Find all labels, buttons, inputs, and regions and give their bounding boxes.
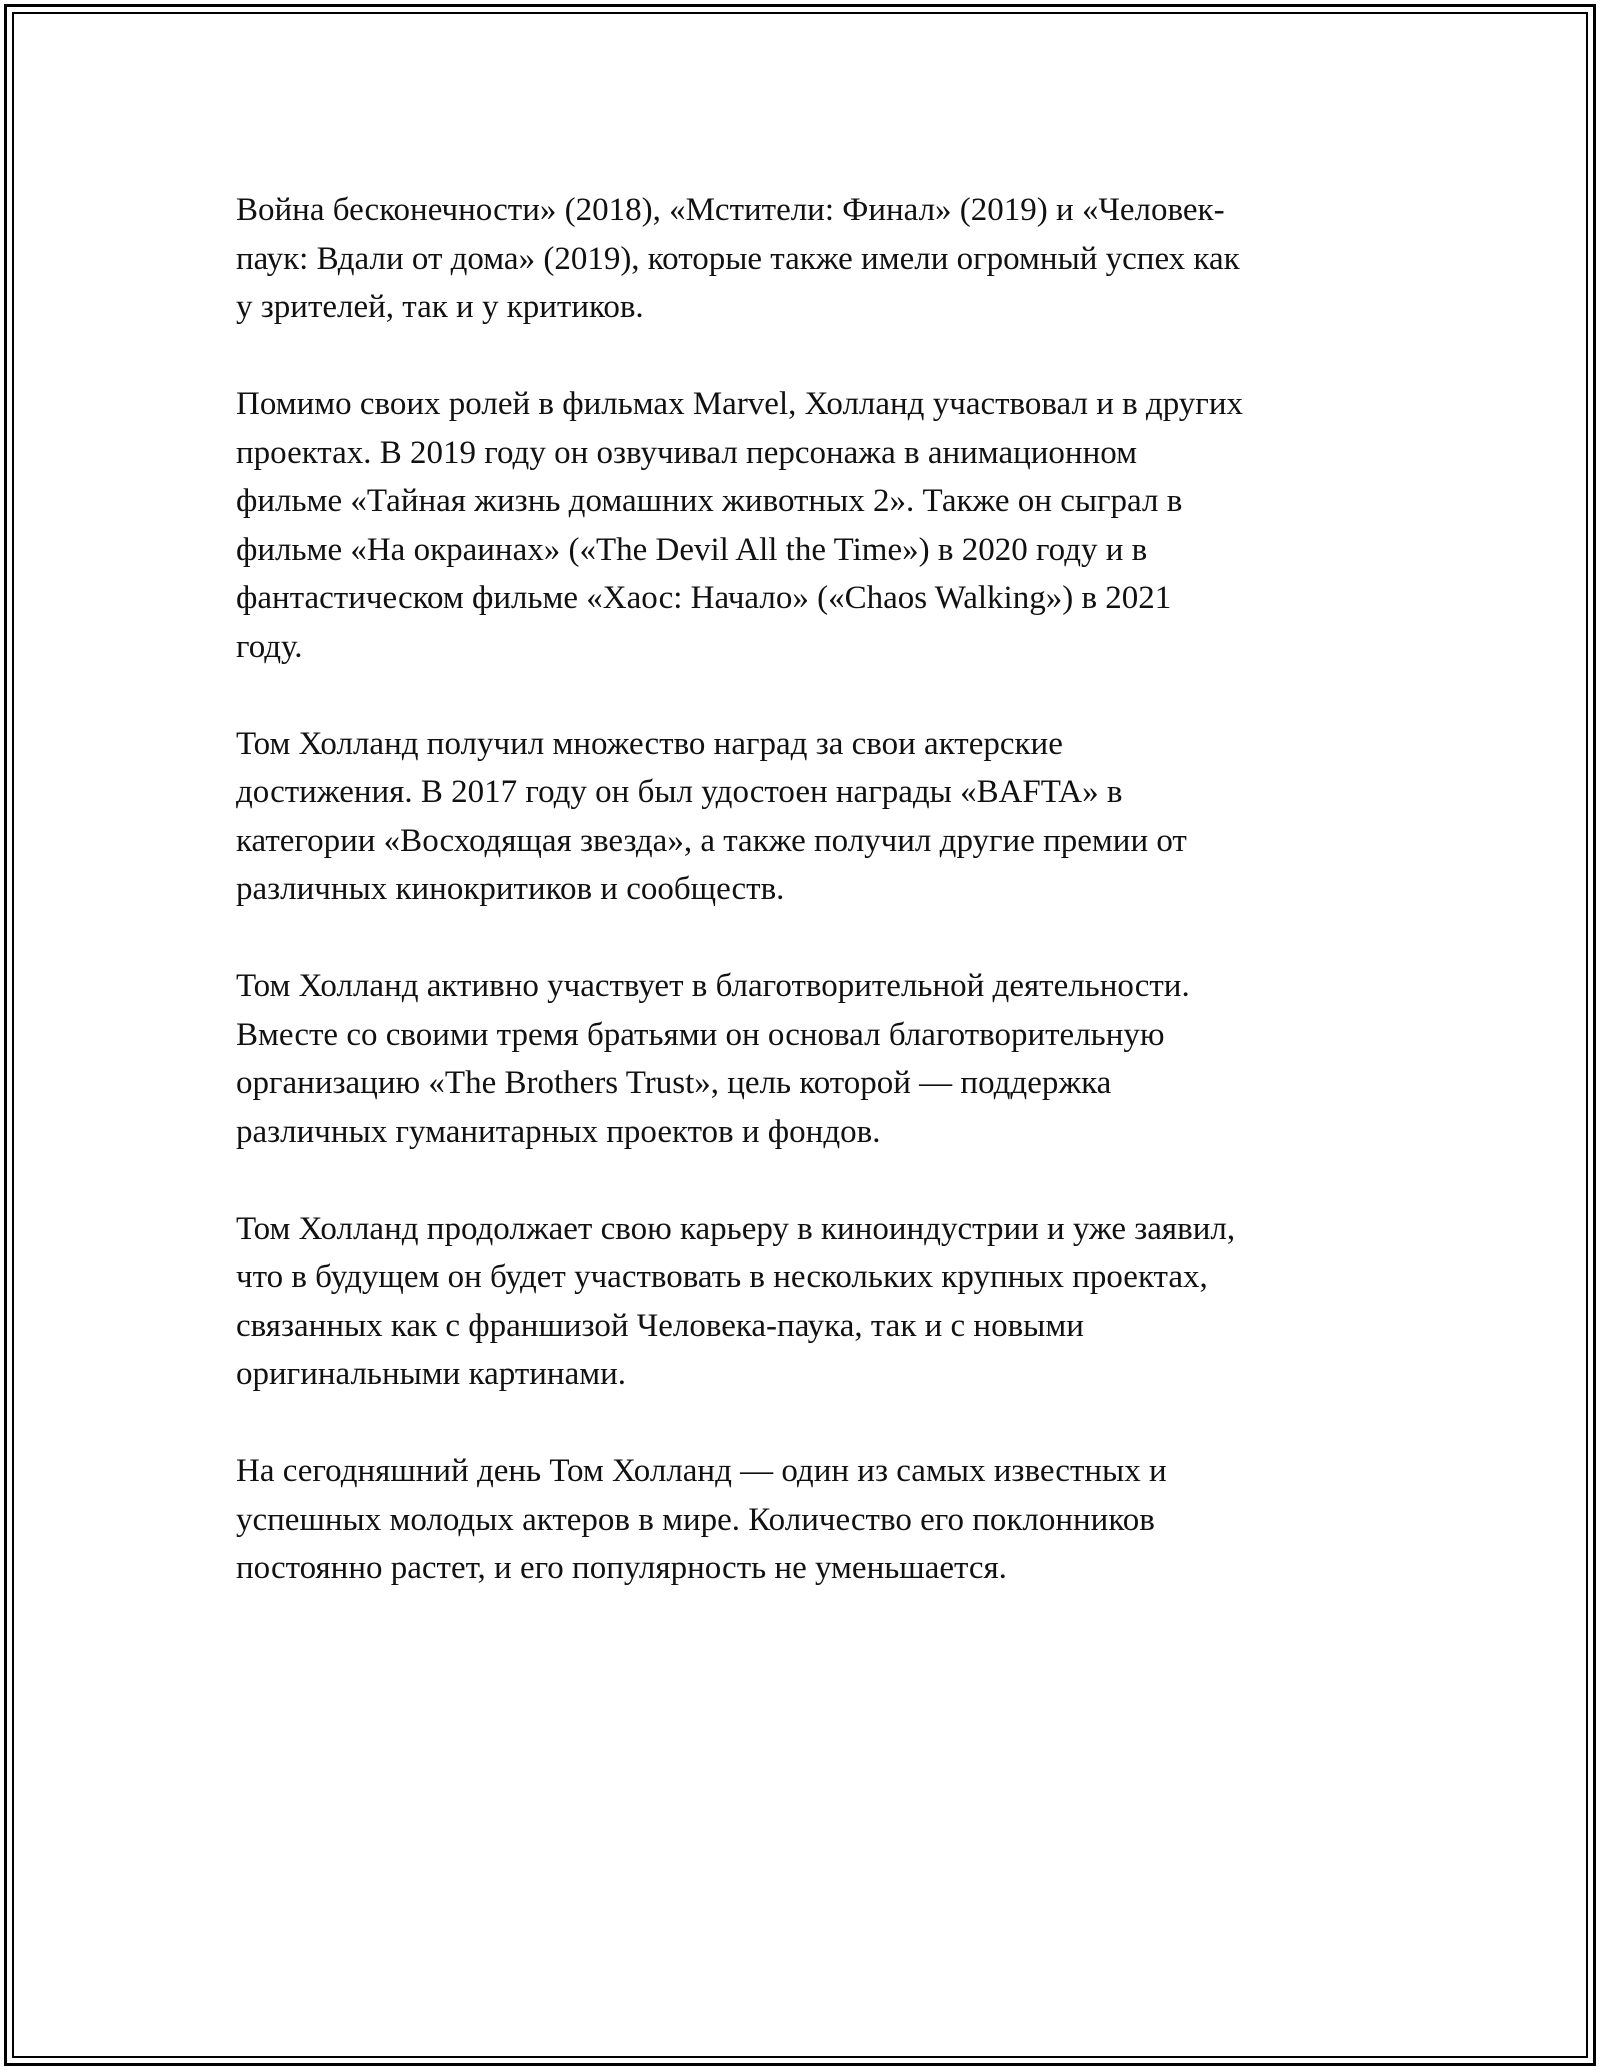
paragraph-awards: Том Холланд получил множество наград за свои актерские достижения. В 2017 году он был удостоен награды «BAFTA» в категории «Восходящая звезда», а также получил другие премии от различных кинокритиков и сообществ. (236, 725, 1187, 907)
paragraph-career-plans: Том Холланд продолжает свою карьеру в киноиндустрии и уже заявил, что в будущем он будет участвовать в нескольких крупных проектах, связанных как с франшизой Человека-паука, так и с новыми оригинальными картинами. (236, 1210, 1236, 1392)
paragraph-infinity-war-endgame: Война бесконечности» (2018), «Мстители: Финал» (2019) и «Человек- паук: Вдали от дома» (2019), которые также имели огромный успех как у зрителей, так и у критиков. (236, 192, 1240, 325)
paragraph-other-projects: Помимо своих ролей в фильмах Marvel, Холланд участвовал и в других проектах. В 2019 году он озвучивал персонажа в анимационном фильме «Тайная жизнь домашних животных 2». Также он сыграл в фильме «На окраинах» («The Devil All the Time») в 2020 году и в фантастическом фильме «Хаос: Начало» («Chaos Walking») в 2021 году. (236, 386, 1243, 665)
paragraph-popularity: На сегодняшний день Том Холланд — один из самых известных и успешных молодых актеров в мире. Количество его поклонников постоянно растет, и его популярность не уменьшается. (236, 1453, 1167, 1586)
document-body (236, 186, 1386, 1641)
paragraph-charity: Том Холланд активно участвует в благотворительной деятельности. Вместе со своими тремя братьями он основал благотворительную организацию «The Brothers Trust», цель которой — поддержка различных гуманитарных проектов и фондов. (236, 968, 1190, 1150)
